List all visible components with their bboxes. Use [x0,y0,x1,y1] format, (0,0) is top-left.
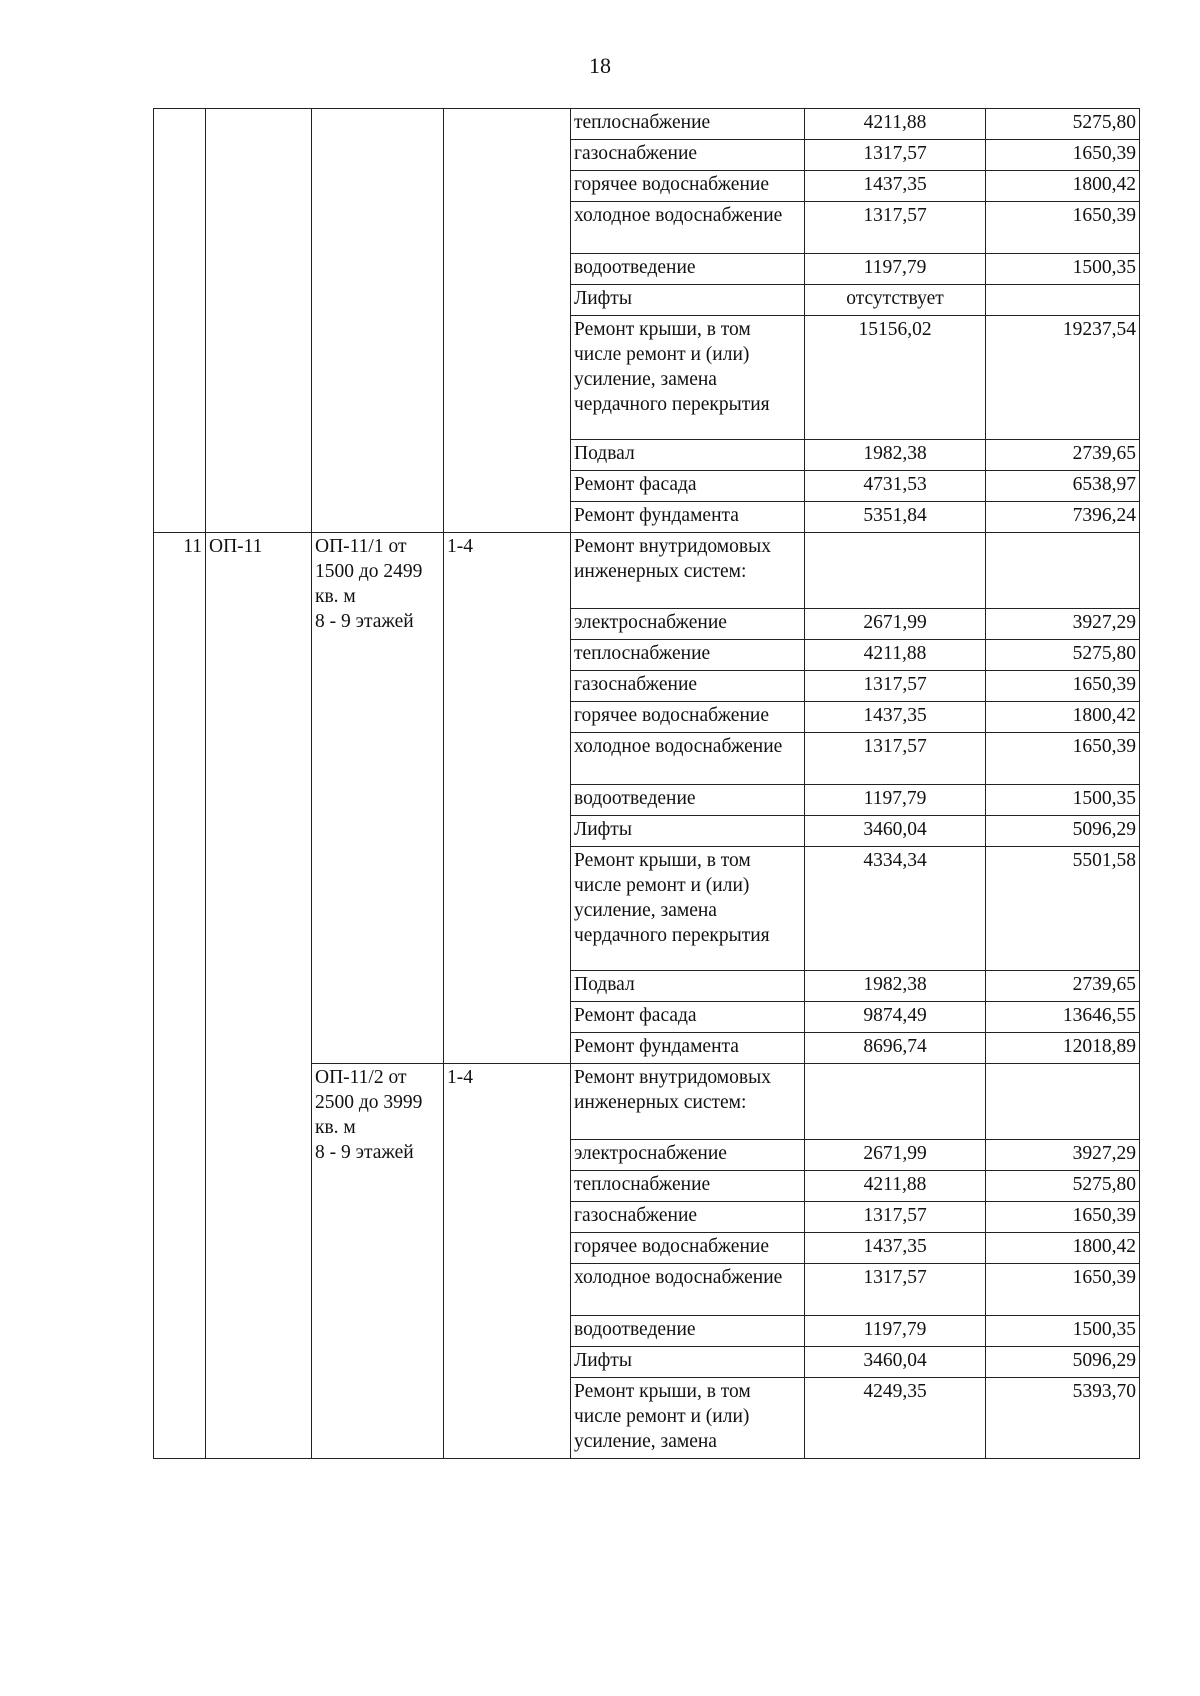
work-type-cell: Ремонт фундамента [571,1033,805,1064]
cost-limit-cell: 3927,29 [986,609,1140,640]
cost-value-cell: 4211,88 [805,109,986,140]
cost-value-cell: 3460,04 [805,816,986,847]
cost-limit-cell: 1650,39 [986,733,1140,785]
cost-value-cell: 1317,57 [805,1264,986,1316]
cost-limit-cell: 1500,35 [986,254,1140,285]
cost-limit-cell: 1500,35 [986,785,1140,816]
cost-limit-cell: 1650,39 [986,1202,1140,1233]
cost-value-cell: 1317,57 [805,1202,986,1233]
subgroup-name: ОП-11/2 от 2500 до 3999 кв. м [315,1067,423,1138]
work-type-cell: Ремонт крыши, в том числе ремонт и (или) усиление, замена чердачного перекрытия [571,316,805,440]
cost-value-cell: 4731,53 [805,471,986,502]
cost-limit-cell: 5275,80 [986,1171,1140,1202]
cost-value-cell: 1317,57 [805,733,986,785]
cost-limit-cell: 5501,58 [986,847,1140,971]
cost-value-cell: 2671,99 [805,1140,986,1171]
subgroup-floors: 8 - 9 этажей [315,611,414,632]
cost-limit-cell: 5096,29 [986,816,1140,847]
cost-limit-cell: 19237,54 [986,316,1140,440]
cost-limit-cell: 5275,80 [986,640,1140,671]
work-type-cell: Лифты [571,816,805,847]
work-type-cell: Ремонт фасада [571,471,805,502]
work-type-cell: электроснабжение [571,609,805,640]
cost-value-cell: 1197,79 [805,1316,986,1347]
cost-value-cell: 1437,35 [805,171,986,202]
work-type-cell: водоотведение [571,254,805,285]
work-type-cell: газоснабжение [571,671,805,702]
cost-limit-cell [986,285,1140,316]
cost-value-cell: 1317,57 [805,671,986,702]
work-type-cell: холодное водоснабжение [571,1264,805,1316]
work-type-cell: водоотведение [571,785,805,816]
table-row [154,533,1140,609]
cost-limit-cell: 1800,42 [986,171,1140,202]
cost-limit-cell: 5275,80 [986,109,1140,140]
subgroup-cell [312,109,444,533]
cost-value-cell: 4211,88 [805,640,986,671]
work-type-cell: Ремонт фундамента [571,502,805,533]
work-type-cell: Ремонт внутридомовых инженерных систем: [571,533,805,609]
cost-limit-cell: 1800,42 [986,1233,1140,1264]
cost-limit-cell: 3927,29 [986,1140,1140,1171]
work-type-cell: теплоснабжение [571,1171,805,1202]
cost-limit-cell: 2739,65 [986,971,1140,1002]
cost-value-cell: 1317,57 [805,140,986,171]
subgroup-floors: 8 - 9 этажей [315,1142,414,1163]
cost-limit-cell: 2739,65 [986,440,1140,471]
page-number: 18 [589,53,611,78]
cost-limit-cell [986,1064,1140,1140]
cost-table [153,108,1140,1459]
cost-limit-cell: 13646,55 [986,1002,1140,1033]
cost-limit-cell: 1800,42 [986,702,1140,733]
work-type-cell: газоснабжение [571,1202,805,1233]
work-type-cell: теплоснабжение [571,640,805,671]
work-type-cell: Лифты [571,285,805,316]
cost-limit-cell: 1650,39 [986,671,1140,702]
cost-value-cell: отсутствует [805,285,986,316]
code-cell [206,109,312,533]
num-cell [154,109,206,533]
work-type-cell: холодное водоснабжение [571,202,805,254]
cost-limit-cell [986,533,1140,609]
work-type-cell: Ремонт крыши, в том числе ремонт и (или) усиление, замена чердачного перекрытия [571,847,805,971]
cost-limit-cell: 1650,39 [986,1264,1140,1316]
cost-value-cell [805,1064,986,1140]
cost-value-cell: 2671,99 [805,609,986,640]
cost-value-cell: 1437,35 [805,1233,986,1264]
cost-value-cell: 1437,35 [805,702,986,733]
cost-limit-cell: 1500,35 [986,1316,1140,1347]
cost-value-cell: 8696,74 [805,1033,986,1064]
group-number-cell: 11 [154,533,206,1459]
cost-limit-cell: 5393,70 [986,1378,1140,1459]
group-code-cell: ОП-11 [206,533,312,1459]
work-type-cell: Лифты [571,1347,805,1378]
work-type-cell: газоснабжение [571,140,805,171]
work-type-cell: Ремонт крыши, в том числе ремонт и (или) усиление, замена [571,1378,805,1459]
table-row [154,109,1140,140]
work-type-cell: Ремонт внутридомовых инженерных систем: [571,1064,805,1140]
work-type-cell: горячее водоснабжение [571,1233,805,1264]
work-type-cell: Подвал [571,971,805,1002]
work-type-cell: Ремонт фасада [571,1002,805,1033]
subgroup-cell [312,533,444,1064]
work-type-cell: электроснабжение [571,1140,805,1171]
cost-limit-cell: 12018,89 [986,1033,1140,1064]
work-type-cell: горячее водоснабжение [571,702,805,733]
cost-value-cell: 1982,38 [805,971,986,1002]
cost-value-cell: 1197,79 [805,254,986,285]
work-type-cell: Подвал [571,440,805,471]
floors-cell [444,109,571,533]
subgroup-cell [312,1064,444,1459]
work-type-cell: холодное водоснабжение [571,733,805,785]
cost-value-cell: 5351,84 [805,502,986,533]
cost-value-cell [805,533,986,609]
cost-limit-cell: 1650,39 [986,202,1140,254]
cost-value-cell: 1197,79 [805,785,986,816]
cost-limit-cell: 7396,24 [986,502,1140,533]
cost-value-cell: 15156,02 [805,316,986,440]
cost-value-cell: 4249,35 [805,1378,986,1459]
work-type-cell: теплоснабжение [571,109,805,140]
cost-limit-cell: 1650,39 [986,140,1140,171]
work-type-cell: водоотведение [571,1316,805,1347]
cost-value-cell: 4211,88 [805,1171,986,1202]
floors-range-cell: 1-4 [444,533,571,1064]
floors-range-cell: 1-4 [444,1064,571,1459]
cost-limit-cell: 5096,29 [986,1347,1140,1378]
cost-value-cell: 4334,34 [805,847,986,971]
work-type-cell: горячее водоснабжение [571,171,805,202]
cost-value-cell: 1317,57 [805,202,986,254]
cost-limit-cell: 6538,97 [986,471,1140,502]
cost-value-cell: 1982,38 [805,440,986,471]
cost-value-cell: 3460,04 [805,1347,986,1378]
subgroup-name: ОП-11/1 от 1500 до 2499 кв. м [315,536,423,607]
cost-value-cell: 9874,49 [805,1002,986,1033]
